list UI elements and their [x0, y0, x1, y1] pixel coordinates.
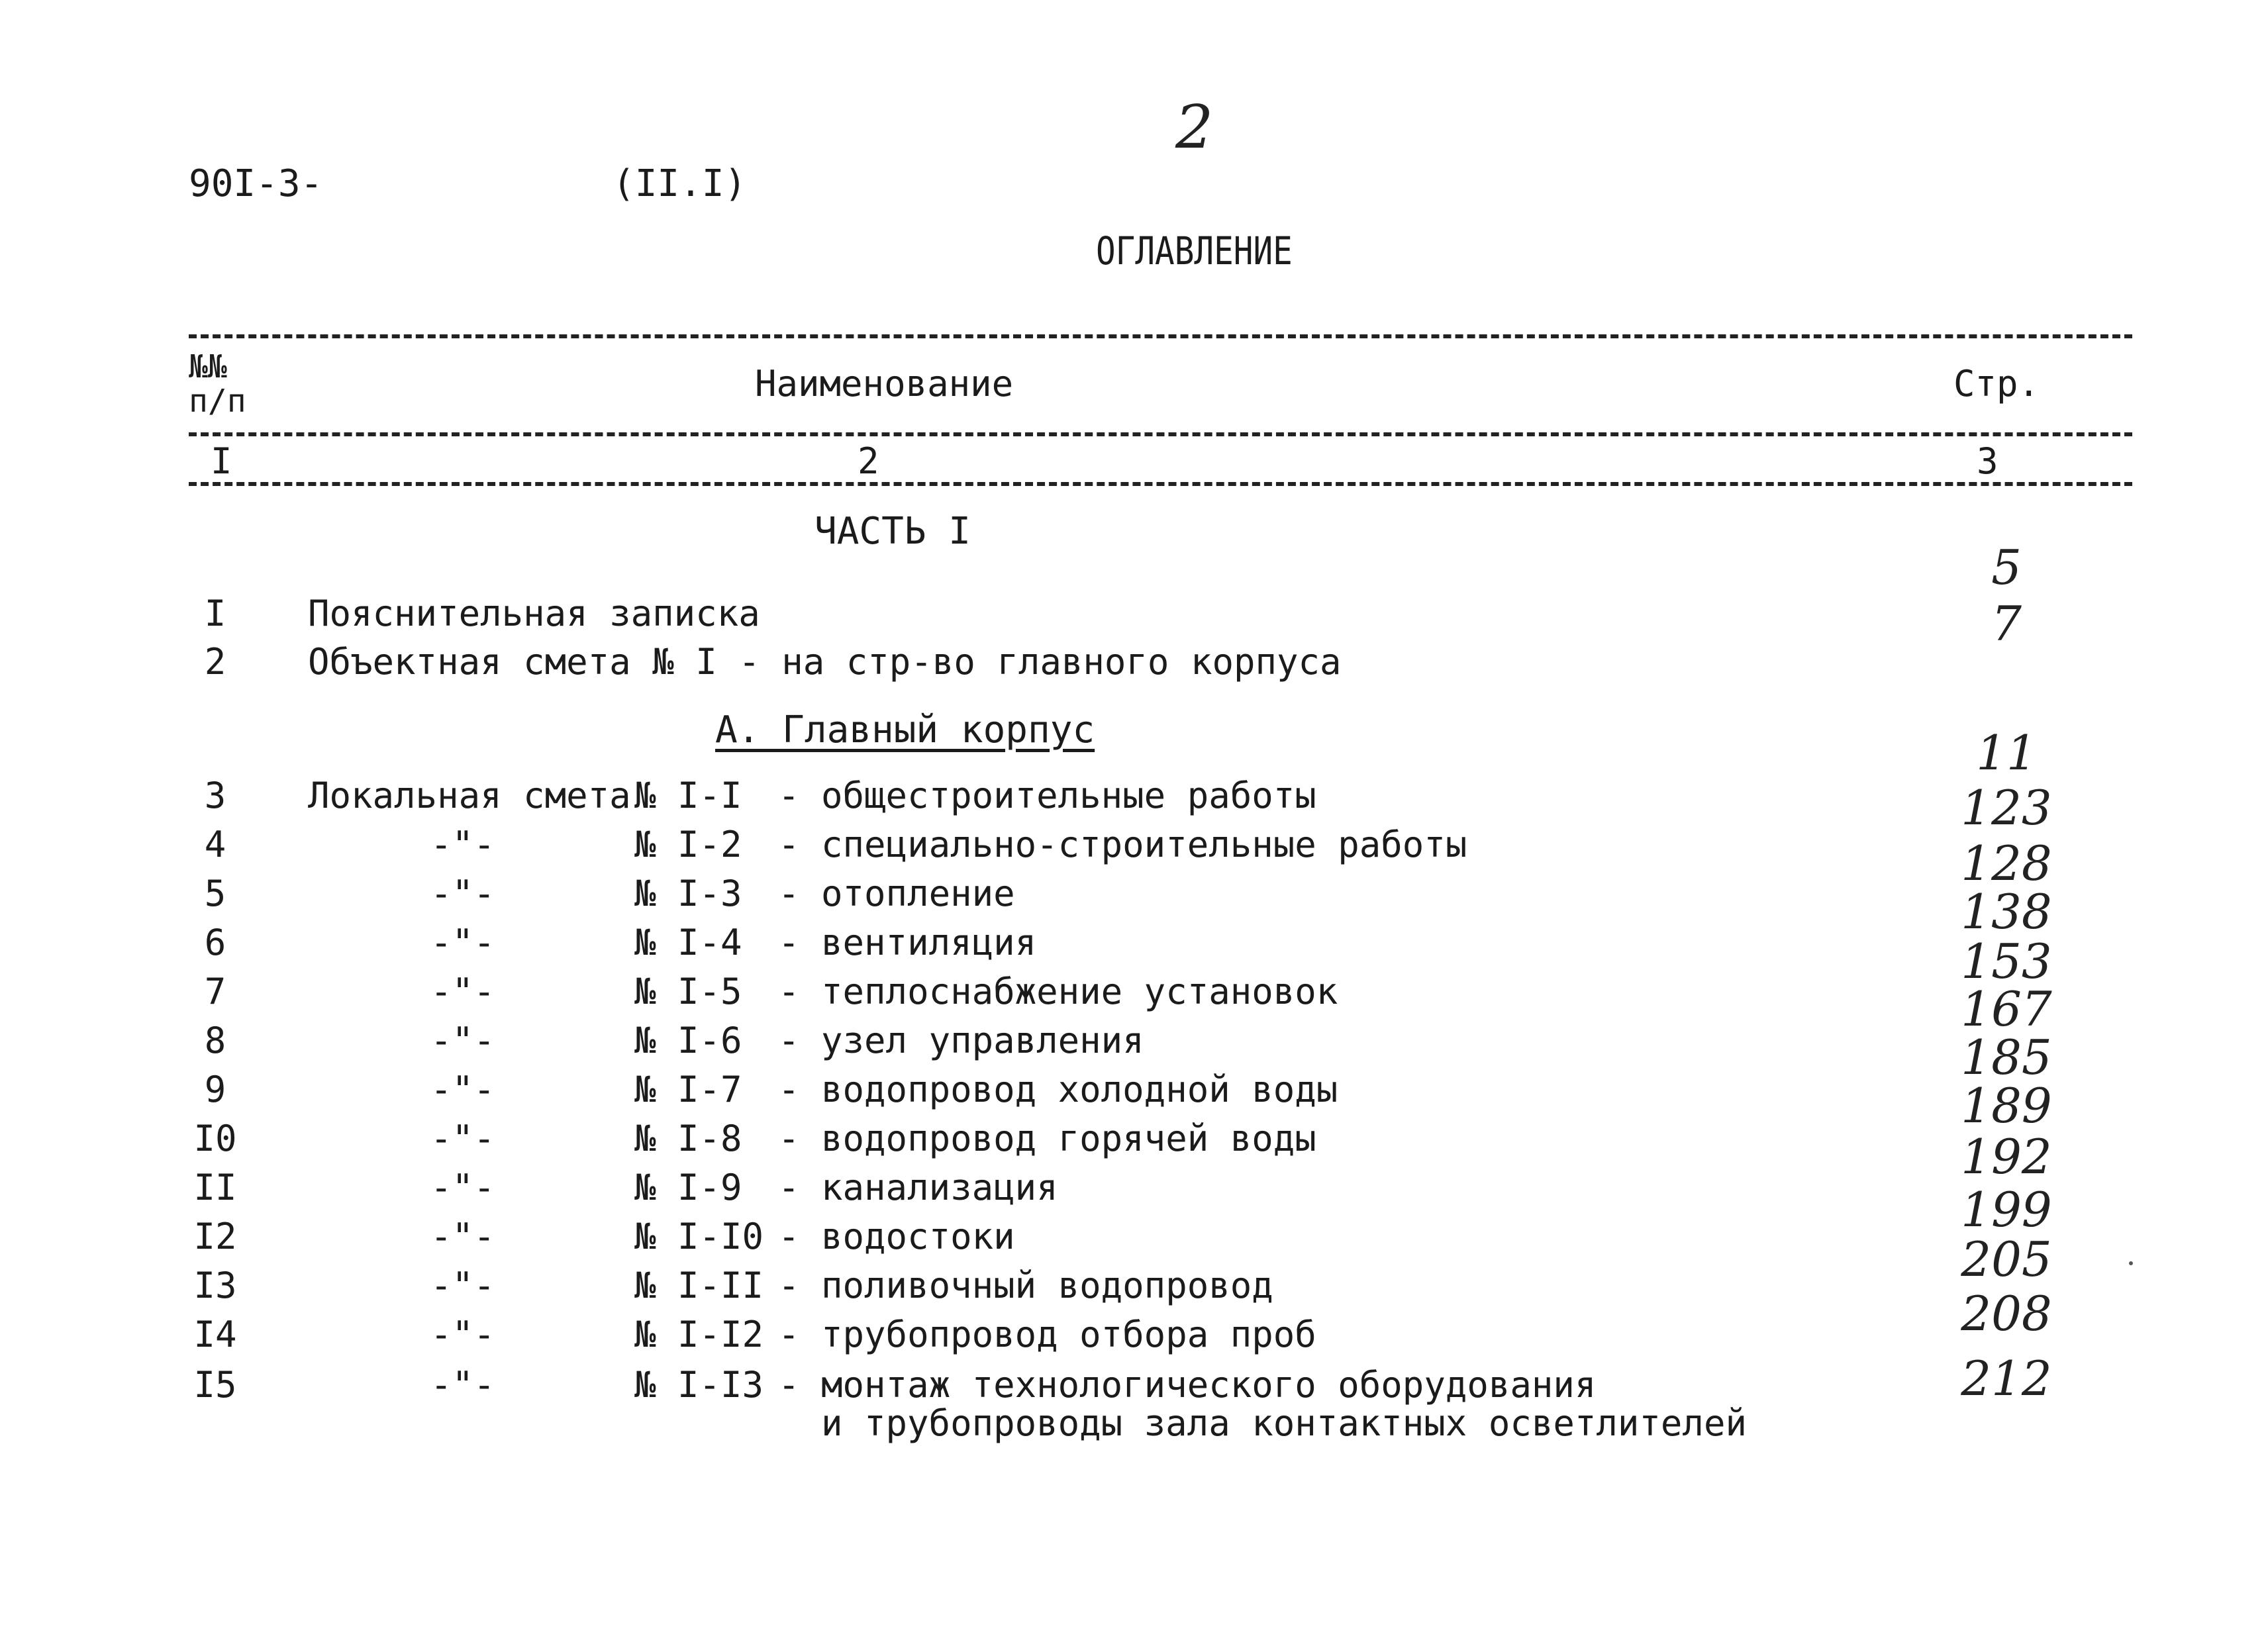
row-description: - отопление	[778, 873, 1015, 914]
row-code: № I-II	[634, 1265, 764, 1306]
row-page: 7	[1991, 596, 2022, 652]
page-title: ОГЛАВЛЕНИЕ	[1096, 228, 1293, 273]
row-number: I3	[193, 1265, 237, 1306]
row-page: 199	[1961, 1182, 2052, 1237]
row-page: 167	[1961, 981, 2052, 1037]
row-code: № I-I2	[634, 1314, 764, 1355]
part-title: ЧАСТЬ I	[814, 510, 971, 553]
row-description: - вентиляция	[778, 922, 1037, 963]
row-number: I4	[193, 1314, 237, 1355]
row-code: № I-7	[634, 1069, 742, 1110]
row-code: № I-3	[634, 873, 742, 914]
row-number: 4	[204, 824, 226, 865]
page-number: 2	[1175, 93, 1214, 162]
header-index-2: 2	[858, 440, 879, 482]
row-description: - монтаж технологического оборудования	[778, 1364, 1597, 1406]
row-number: 3	[204, 775, 226, 816]
row-ditto-mark: -"-	[430, 824, 495, 865]
row-description: - канализация	[778, 1167, 1058, 1208]
row-code: № I-2	[634, 824, 742, 865]
row-ditto-mark: -"-	[430, 1364, 495, 1406]
row-ditto-mark: -"-	[430, 1314, 495, 1355]
row-ditto-mark: -"-	[430, 922, 495, 963]
row-code: № I-6	[634, 1020, 742, 1061]
row-page: 5	[1991, 540, 2022, 595]
row-number: II	[193, 1167, 237, 1208]
header-index-3: 3	[1977, 440, 1998, 482]
row-code: № I-9	[634, 1167, 742, 1208]
header-middle-rule	[189, 432, 2132, 436]
row-ditto-mark: -"-	[430, 1216, 495, 1257]
header-index-1: I	[211, 440, 232, 482]
row-ditto-mark: -"-	[430, 1069, 495, 1110]
row-description: - специально-строительные работы	[778, 824, 1467, 865]
row-ditto-mark: -"-	[430, 971, 495, 1012]
header-col-name: Наименование	[755, 363, 1014, 405]
row-page: 138	[1961, 884, 2052, 940]
row-code: № I-I	[634, 775, 742, 816]
row-description: - поливочный водопровод	[778, 1265, 1273, 1306]
row-ditto-mark: -"-	[430, 1265, 495, 1306]
row-code: № I-8	[634, 1118, 742, 1159]
row-page: 153	[1961, 934, 2052, 989]
row-number: I5	[193, 1364, 237, 1406]
row-description: - водопровод холодной воды	[778, 1069, 1338, 1110]
document-part: (II.I)	[613, 162, 747, 205]
header-col-page: Стр.	[1953, 363, 2040, 405]
row-code: № I-4	[634, 922, 742, 963]
row-number: 5	[204, 873, 226, 914]
section-title: А. Главный корпус	[715, 708, 1095, 751]
row-page: 192	[1961, 1129, 2052, 1184]
row-page: 208	[1961, 1286, 2052, 1341]
header-col-number: №№ п/п	[189, 348, 246, 420]
row-number: I2	[193, 1216, 237, 1257]
row-number: 9	[204, 1069, 226, 1110]
row-description: - теплоснабжение установок	[778, 971, 1338, 1012]
row-first-column: Локальная смета	[308, 775, 631, 816]
row-code: № I-I3	[634, 1364, 764, 1406]
row-title: Объектная смета № I - на стр-во главного корпуса	[308, 641, 1342, 683]
row-code: № I-I0	[634, 1216, 764, 1257]
row-description-continuation: и трубопроводы зала контактных осветлителей	[821, 1402, 1747, 1444]
header-top-rule	[189, 334, 2132, 338]
row-page: 185	[1961, 1030, 2052, 1085]
row-number: 6	[204, 922, 226, 963]
row-page: 189	[1961, 1078, 2052, 1134]
row-number: I	[204, 593, 226, 634]
row-description: - водопровод горячей воды	[778, 1118, 1316, 1159]
row-ditto-mark: -"-	[430, 1167, 495, 1208]
row-number: I0	[193, 1118, 237, 1159]
row-description: - узел управления	[778, 1020, 1144, 1061]
row-description: - трубопровод отбора проб	[778, 1314, 1316, 1355]
row-number: 8	[204, 1020, 226, 1061]
row-description: - общестроительные работы	[778, 775, 1316, 816]
row-description: - водостоки	[778, 1216, 1015, 1257]
row-number: 2	[204, 641, 226, 683]
row-page: 205	[1961, 1232, 2052, 1287]
row-page: 11	[1976, 725, 2037, 781]
row-number: 7	[204, 971, 226, 1012]
row-ditto-mark: -"-	[430, 1020, 495, 1061]
row-ditto-mark: -"-	[430, 1118, 495, 1159]
document-code: 90I-3-	[189, 162, 323, 205]
stray-dot	[2129, 1261, 2133, 1265]
row-page: 128	[1961, 836, 2052, 891]
row-page: 212	[1961, 1351, 2052, 1406]
row-title: Пояснительная записка	[308, 593, 760, 634]
row-page: 123	[1961, 780, 2052, 836]
row-code: № I-5	[634, 971, 742, 1012]
header-bottom-rule	[189, 482, 2132, 486]
row-ditto-mark: -"-	[430, 873, 495, 914]
